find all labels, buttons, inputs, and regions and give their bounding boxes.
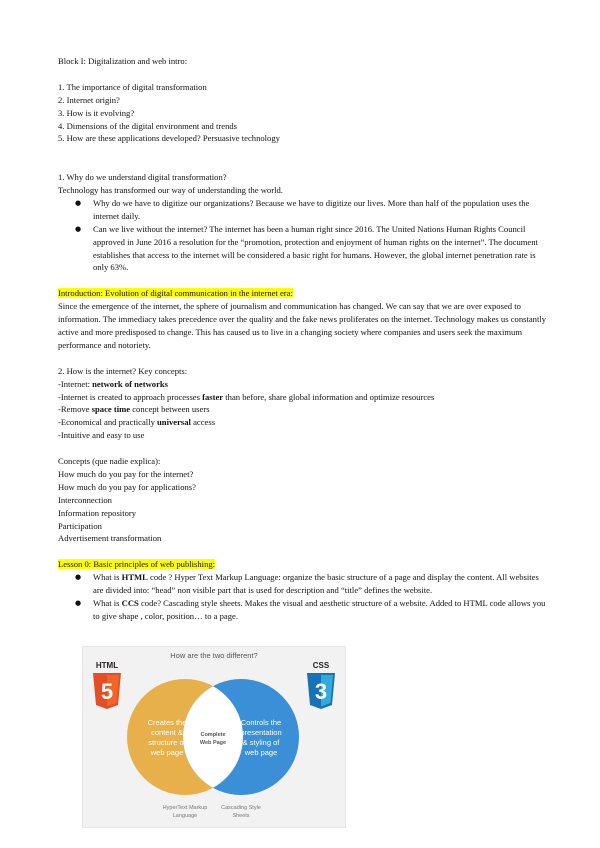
key-concept-line: -Remove space time concept between users xyxy=(58,404,210,415)
section1-intro: Technology has transformed our way of understanding the world. xyxy=(58,185,283,196)
svg-text:content &: content & xyxy=(151,728,183,737)
key-concept-line: -Intuitive and easy to use xyxy=(58,430,145,441)
concept-item: Interconnection xyxy=(58,494,112,505)
svg-text:HyperText Markup: HyperText Markup xyxy=(162,805,208,811)
svg-text:Cascading Style: Cascading Style xyxy=(221,805,261,811)
html-css-diagram xyxy=(82,646,346,828)
venn-captions xyxy=(163,805,261,819)
html5-shield-icon xyxy=(93,673,121,709)
outline-item: 1. The importance of digital transformation xyxy=(58,81,207,92)
list-item: ● What is CCS code? Cascading style sheets. Makes the visual and aesthetic structure of a website. Added to HTML code allows you to give shape , color, position… to a page. xyxy=(93,597,548,623)
section2-heading: 2. How is the internet? Key concepts: xyxy=(58,365,188,376)
lesson0-bullets xyxy=(58,571,548,623)
list-item: ● What is HTML code ? Hyper Text Markup Language: organize the basic structure of a page and display the content. All websites are divided into: “head” non visible part that is used for description and “title” defines the website. xyxy=(93,571,548,597)
svg-text:Complete: Complete xyxy=(200,732,226,738)
outline-item: 4. Dimensions of the digital environment and trends xyxy=(58,120,238,131)
svg-text:presentation: presentation xyxy=(240,728,282,737)
key-concept-line: -Internet: network of networks xyxy=(58,378,169,389)
outline-item: 5. How are these applications developed? Persuasive technology xyxy=(58,133,280,144)
section1-bullets xyxy=(58,197,548,274)
outline-item: 3. How is it evolving? xyxy=(58,107,135,118)
venn-left-text xyxy=(148,718,187,757)
outline-item: 2. Internet origin? xyxy=(58,94,120,105)
key-concept-line: -Economical and practically universal access xyxy=(58,417,216,428)
css-label: CSS xyxy=(312,661,330,670)
html-label: HTML xyxy=(95,661,119,670)
svg-text:Controls the: Controls the xyxy=(240,718,282,727)
section1-heading: 1. Why do we understand digital transformation? xyxy=(58,172,227,183)
list-item: ● Can we live without the internet? The internet has been a human right since 2016. The United Nations Human Rights Council approved in June 2016 a resolution for the “promotion, protection and enjoyment of human rights on the internet”. The document establishes that access to the internet will be considered a basic right for humans. However, the global internet penetration rate is only 63%. xyxy=(93,223,548,275)
svg-text:Creates the: Creates the xyxy=(147,718,187,727)
svg-text:web page: web page xyxy=(150,748,184,757)
css3-shield-icon xyxy=(307,673,335,709)
concept-item: Advertisement transformation xyxy=(58,533,162,544)
svg-text:Web Page: Web Page xyxy=(199,740,227,746)
svg-text:& styling of: & styling of xyxy=(242,738,280,747)
intro-heading: Introduction: Evolution of digital communication in the internet era: xyxy=(58,288,293,299)
intro-body: Since the emergence of the internet, the sphere of journalism and communication has changed. We can say that we are over exposed to information. The immediacy takes precedence over the quality and the fake news proliferates on the internet. Technology makes us constantly active and more predisposed to change. This has caused us to live in a changing society where companies and users seek the maximum performance and notoriety. xyxy=(58,301,547,350)
svg-text:Language: Language xyxy=(172,813,198,819)
concept-item: Information repository xyxy=(58,507,137,518)
concept-item: Participation xyxy=(58,520,102,531)
concept-item: How much do you pay for applications? xyxy=(58,481,196,492)
key-concept-line: -Internet is created to approach processes faster than before, share global information and optimize resources xyxy=(58,391,435,402)
diagram-title: How are the two different? xyxy=(170,651,258,660)
lesson0-heading: Lesson 0: Basic principles of web publishing: xyxy=(58,559,216,570)
svg-text:web page: web page xyxy=(244,748,278,757)
concepts-heading: Concepts (que nadie explica): xyxy=(58,456,161,467)
concept-item: How much do you pay for the internet? xyxy=(58,468,194,479)
svg-text:Sheets: Sheets xyxy=(232,813,250,819)
svg-text:3: 3 xyxy=(314,679,328,704)
list-item: ● Why do we have to digitize our organizations? Because we have to digitize our lives. More than half of the population uses the internet daily. xyxy=(93,197,548,223)
document-body xyxy=(58,55,548,623)
venn-right-text xyxy=(240,718,281,757)
svg-text:structure of: structure of xyxy=(148,738,186,747)
block-title: Block I: Digitalization and web intro: xyxy=(58,56,188,66)
svg-text:5: 5 xyxy=(100,679,114,704)
